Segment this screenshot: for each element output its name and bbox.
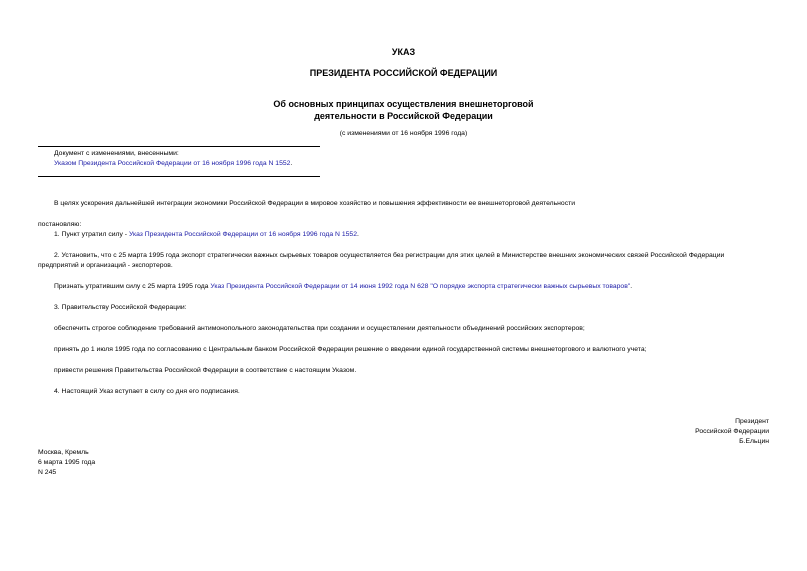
changes-box-bottom-rule (38, 176, 320, 177)
paragraph-2b-text: Признать утратившим силу с 25 марта 1995 года (54, 283, 211, 290)
paragraph-2b (54, 283, 632, 291)
paragraph-2b-tail: . (630, 283, 633, 290)
document-issuer-title: ПРЕЗИДЕНТА РОССИЙСКОЙ ФЕДЕРАЦИИ (309, 68, 498, 78)
signature-position: Президент (735, 418, 769, 425)
decree-number: N 245 (38, 469, 57, 476)
paragraph-1 (54, 231, 359, 239)
decree-word: постановляю: (38, 221, 82, 228)
paragraph-1-text: 1. Пункт утратил силу - (54, 231, 129, 238)
document-subject-line-1: Об основных принципах осуществления внешнеторговой (273, 99, 534, 109)
document-type-title: УКАЗ (391, 47, 416, 57)
paragraph-3: 3. Правительству Российской Федерации: (54, 304, 187, 311)
repealed-decree-link[interactable]: Указ Президента Российской Федерации от 14 июня 1992 года N 628 "О порядке экспорта стратегически важных сырьевых товаров" (210, 283, 631, 290)
preamble-paragraph: В целях ускорения дальнейшей интеграции экономики Российской Федерации в мировое хозяйство и повышения эффективности ее внешнеторговой деятельности (54, 200, 575, 207)
paragraph-3a: обеспечить строгое соблюдение требований антимонопольного законодательства при создании и осуществлении деятельности объединений российских экспортеров; (54, 325, 585, 332)
repealing-decree-link[interactable]: Указ Президента Российской Федерации от 16 ноября 1996 года N 1552 (128, 231, 357, 238)
changes-box-entry-tail: . (290, 160, 293, 167)
document-subject-line-2: деятельности в Российской Федерации (314, 111, 493, 121)
paragraph-3b: принять до 1 июля 1995 года по согласованию с Центральным банком Российской Федерации решение о введении единой государственной системы внешнеторгового и валютного учета; (54, 346, 647, 353)
signature-name: Б.Ельцин (739, 438, 769, 445)
paragraph-2-line-1: 2. Установить, что с 25 марта 1995 года экспорт стратегически важных сырьевых товаров осуществляется без регистрации для этих целей в Министерстве внешних экономических связей Российской Федерации (54, 252, 725, 259)
signature-organization: Российской Федерации (695, 428, 769, 435)
changes-box-top-rule (38, 146, 320, 147)
amending-decree-link[interactable]: Указом Президента Российской Федерации от 16 ноября 1996 года N 1552 (54, 160, 291, 167)
paragraph-3c: привести решения Правительства Российской Федерации в соответствие с настоящим Указом. (54, 367, 357, 374)
changes-box-entry (54, 160, 292, 168)
paragraph-4: 4. Настоящий Указ вступает в силу со дня его подписания. (54, 388, 240, 395)
signing-place: Москва, Кремль (38, 449, 89, 456)
signing-date: 6 марта 1995 года (38, 459, 96, 466)
paragraph-2-line-2: предприятий и организаций - экспортеров. (38, 262, 173, 269)
paragraph-1-tail: . (356, 231, 359, 238)
amendments-note: (с изменениями от 16 ноября 1996 года) (339, 130, 468, 137)
changes-box-label: Документ с изменениями, внесенными: (54, 150, 179, 157)
